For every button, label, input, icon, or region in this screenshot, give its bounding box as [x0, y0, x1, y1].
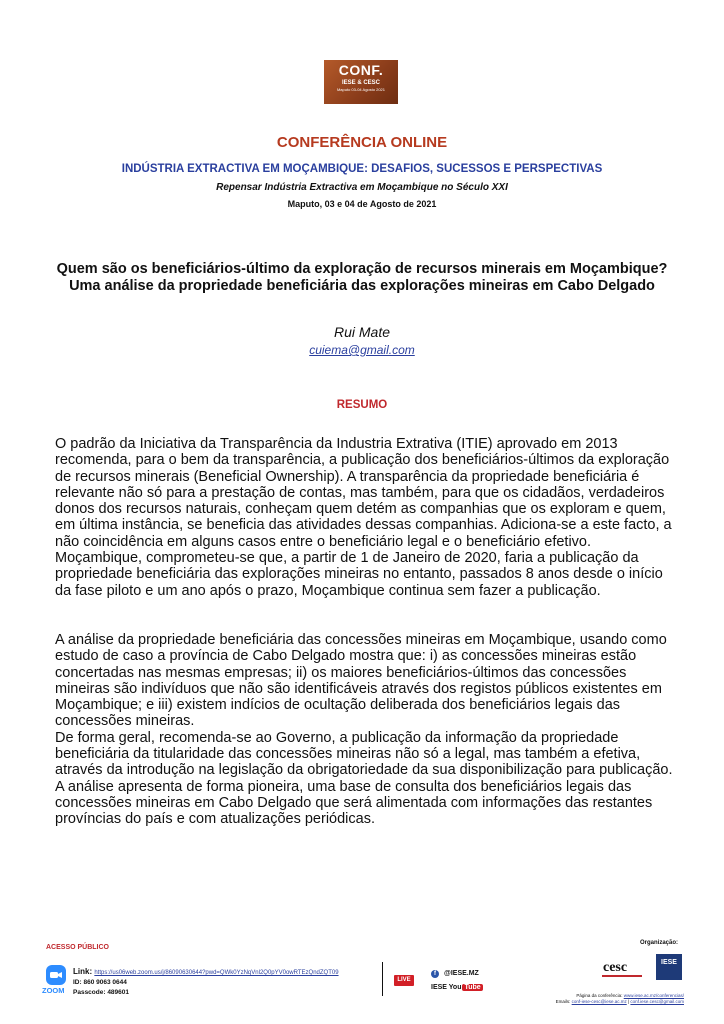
event-date: Maputo, 03 e 04 de Agosto de 2021	[287, 199, 437, 209]
youtube-prefix: IESE You	[431, 984, 462, 991]
zoom-meeting-link[interactable]: https://us06web.zoom.us/j/86090630644?pwd=QWk0YzNqVnl2Q0pYV0owRTEzQndZQT09	[94, 970, 339, 976]
author-name: Rui Mate	[333, 324, 391, 340]
footer-divider	[382, 962, 383, 996]
zoom-meeting-id: ID: 860 9063 0644	[73, 979, 127, 986]
abstract-paragraph-3: De forma geral, recomenda-se ao Governo, a publicação da informação da propriedade beneficiária da titularidade das concessões mineiras não só a legal, mas também a efetiva, através da introdução na legislação da obrigatoriedade da sua disponibilização para publicação. A análise apresenta de forma pioneira, uma base de consulta dos beneficiários legais das concessões mineiras em Cabo Delgado que será alimentada com informações das restantes províncias do país e com atualizações periódicas.	[55, 729, 673, 828]
contact-email-1[interactable]: conf-iese-cesc@iese.ac.mz	[571, 999, 627, 1004]
abstract-paragraph-2: A análise da propriedade beneficiária das concessões mineiras em Moçambique, usando como estudo de caso a província de Cabo Delgado mostra que: i) as concessões mineiras estão concertadas nas mesmas empresas; ii) os maiores beneficiários-últimos das concessões mineiras são indivíduos que não são identificáveis através dos registos públicos existentes em Moçambique; e iii) existem indícios de ocultação deliberada dos beneficiários legais das concessões mineiras.	[55, 632, 667, 730]
conference-title: CONFERÊNCIA ONLINE	[276, 134, 448, 151]
contact-emails-line: Emails: conf-iese-cesc@iese.ac.mz | conf.iese.cesc@gmail.com	[555, 999, 684, 1004]
emails-label: Emails:	[555, 999, 571, 1004]
logo-line-2: IESE & CESC	[341, 80, 380, 86]
zoom-link-row	[73, 967, 339, 976]
abstract-heading: RESUMO	[336, 399, 388, 411]
contact-email-2[interactable]: conf.iese.cesc@gmail.com	[630, 999, 684, 1004]
logo-line-3: Maputo 03-04 Agosto 2021	[336, 87, 386, 92]
iese-logo: IESE	[656, 954, 682, 980]
conference-logo	[324, 60, 398, 104]
zoom-passcode: Passcode: 489601	[73, 989, 130, 996]
logo-line-1: CONF.	[338, 62, 384, 78]
public-access-label: ACESSO PÚBLICO	[46, 944, 110, 951]
paper-title-line-1: Quem são os beneficiários-último da exploração de recursos minerais em Moçambique?	[56, 261, 668, 277]
organizers-label: Organização:	[640, 940, 679, 946]
abstract-paragraph-1: O padrão da Iniciativa da Transparência da Industria Extrativa (ITIE) aprovado em 2013 recomenda, para o bem da transparência, a publicação dos beneficiários-últimos da exploração de recursos minerais (Beneficial Ownership). A transparência da propriedade beneficiária é relevante não só para a prestação de contas, mas também, para que os cidadãos, verdadeiros donos dos recursos naturais, conheçam quem detém as companhias que os exploram e quem, em última instância, se beneficia das atividades dessas companhias. Adiciona-se a este facto, a não coincidência em alguns casos entre o beneficiário legal e o beneficiário efetivo. Moçambique, comprometeu-se que, a partir de 1 de Janeiro de 2020, faria a publicação da propriedade beneficiária das explorações mineiras no entanto, passados 8 anos desde o início da fase piloto e um ano após o prazo, Moçambique continua sem fazer a publicação.	[55, 436, 672, 599]
paper-title-line-2: Uma análise da propriedade beneficiária das explorações mineiras em Cabo Delgado	[69, 278, 655, 294]
youtube-channel[interactable]	[431, 984, 483, 991]
author-email-link[interactable]: cuiema@gmail.com	[309, 343, 415, 357]
abstract-body-2	[55, 632, 675, 828]
link-label: Link:	[73, 967, 93, 976]
conference-page-line	[576, 993, 684, 998]
zoom-label: ZOOM	[42, 986, 65, 995]
cesc-logo-accent	[602, 975, 642, 977]
facebook-icon[interactable]: f	[431, 970, 439, 978]
live-badge: LIVE	[394, 975, 414, 986]
conference-page-link[interactable]: www.iese.ac.mz/conferencias/	[623, 993, 684, 998]
cesc-logo: cesc	[603, 960, 628, 975]
conference-page-label: Página da conferência:	[576, 993, 623, 998]
zoom-icon[interactable]	[46, 965, 66, 985]
facebook-handle[interactable]: @IESE.MZ	[444, 970, 479, 977]
paper-title	[0, 261, 724, 295]
event-subtitle: Repensar Indústria Extractiva em Moçambique no Século XXI	[216, 182, 508, 193]
youtube-icon: Tube	[464, 984, 481, 991]
event-title: INDÚSTRIA EXTRACTIVA EM MOÇAMBIQUE: DESAFIOS, SUCESSOS E PERSPECTIVAS	[121, 163, 603, 175]
